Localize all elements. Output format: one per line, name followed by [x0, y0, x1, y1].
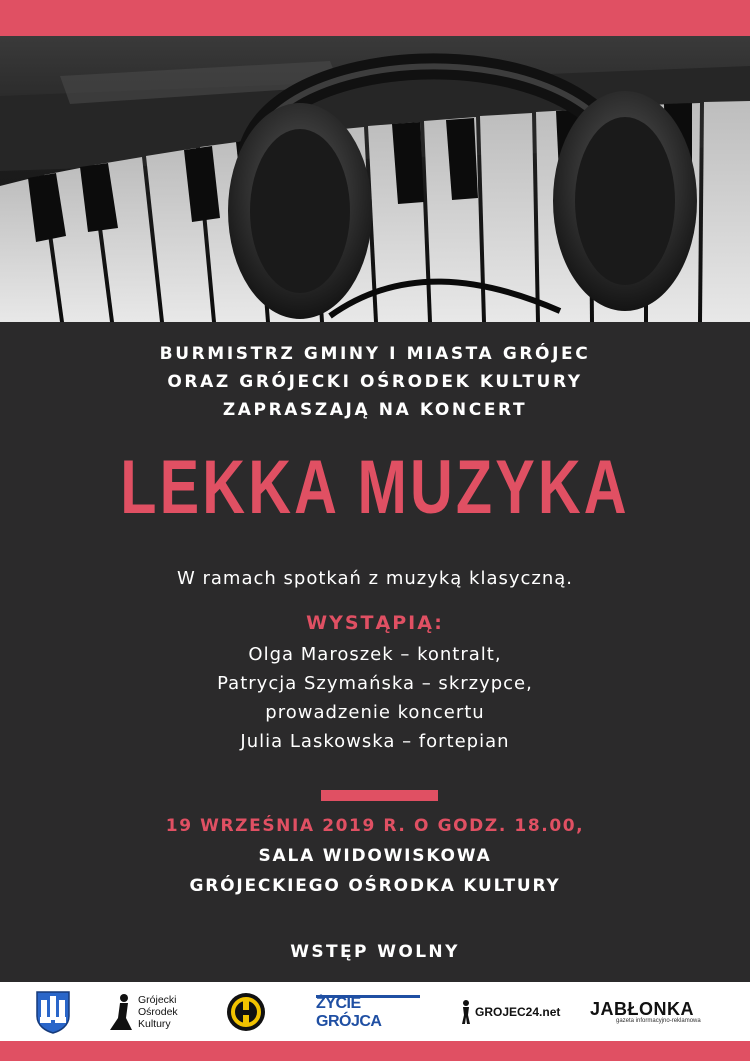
performer-line: Julia Laskowska – fortepian [240, 731, 510, 752]
event-date: 19 WRZEŚNIA 2019 R. O GODZ. 18.00, [165, 816, 585, 836]
coat-of-arms-icon [36, 990, 70, 1034]
jablonka-tagline: gazeta informacyjno-reklamowa [616, 1017, 701, 1024]
invite-line-3: ZAPRASZAJĄ NA KONCERT [222, 400, 528, 420]
free-entry-notice: WSTĘP WOLNY [290, 942, 460, 962]
concert-subtitle: W ramach spotkań z muzyką klasyczną. [176, 568, 574, 589]
performer-line: Olga Maroszek – kontralt, [248, 644, 502, 665]
round-emblem-logo [226, 982, 266, 1041]
zycie-grojca-wordmark: ŻYCIE GRÓJCA [316, 995, 382, 1030]
venue-line-2: GRÓJECKIEGO OŚRODKA KULTURY [189, 876, 561, 896]
gok-logo-line: Ośrodek [138, 1005, 178, 1018]
concert-title: LEKKA MUZYKA [120, 445, 630, 530]
hero-photo-piano-headphones [0, 36, 750, 322]
performers-heading: WYSTĄPIĄ: [306, 612, 444, 634]
top-accent-band [0, 0, 750, 36]
gok-figure-icon [108, 992, 134, 1032]
gok-logo-line: Grójecki [138, 993, 177, 1006]
sponsor-logos-strip [0, 982, 750, 1041]
accent-divider [321, 790, 438, 801]
venue-line-1: SALA WIDOWISKOWA [258, 846, 492, 866]
jablonka-logo [590, 982, 701, 1041]
invite-line-2: ORAZ GRÓJECKI OŚRODEK KULTURY [167, 372, 583, 392]
round-emblem-icon [226, 992, 266, 1032]
jablonka-wordmark: JABŁONKA [590, 998, 695, 1019]
grojec-coat-of-arms-logo [36, 982, 70, 1041]
grojec24-logo [460, 982, 560, 1041]
grojec24-wordmark: GROJEC24.net [475, 1004, 561, 1019]
gok-logo-line: Kultury [138, 1017, 171, 1030]
piano-headphones-illustration [0, 36, 750, 322]
performer-line: Patrycja Szymańska – skrzypce, [217, 673, 533, 694]
performer-line: prowadzenie koncertu [265, 702, 485, 723]
bottom-accent-band [0, 1041, 750, 1061]
invite-line-1: BURMISTRZ GMINY I MIASTA GRÓJEC [159, 344, 591, 364]
poster-content [0, 322, 750, 982]
gok-logo [108, 982, 178, 1041]
grojec24-figure-icon [460, 999, 472, 1025]
zycie-grojca-logo [316, 982, 420, 1041]
